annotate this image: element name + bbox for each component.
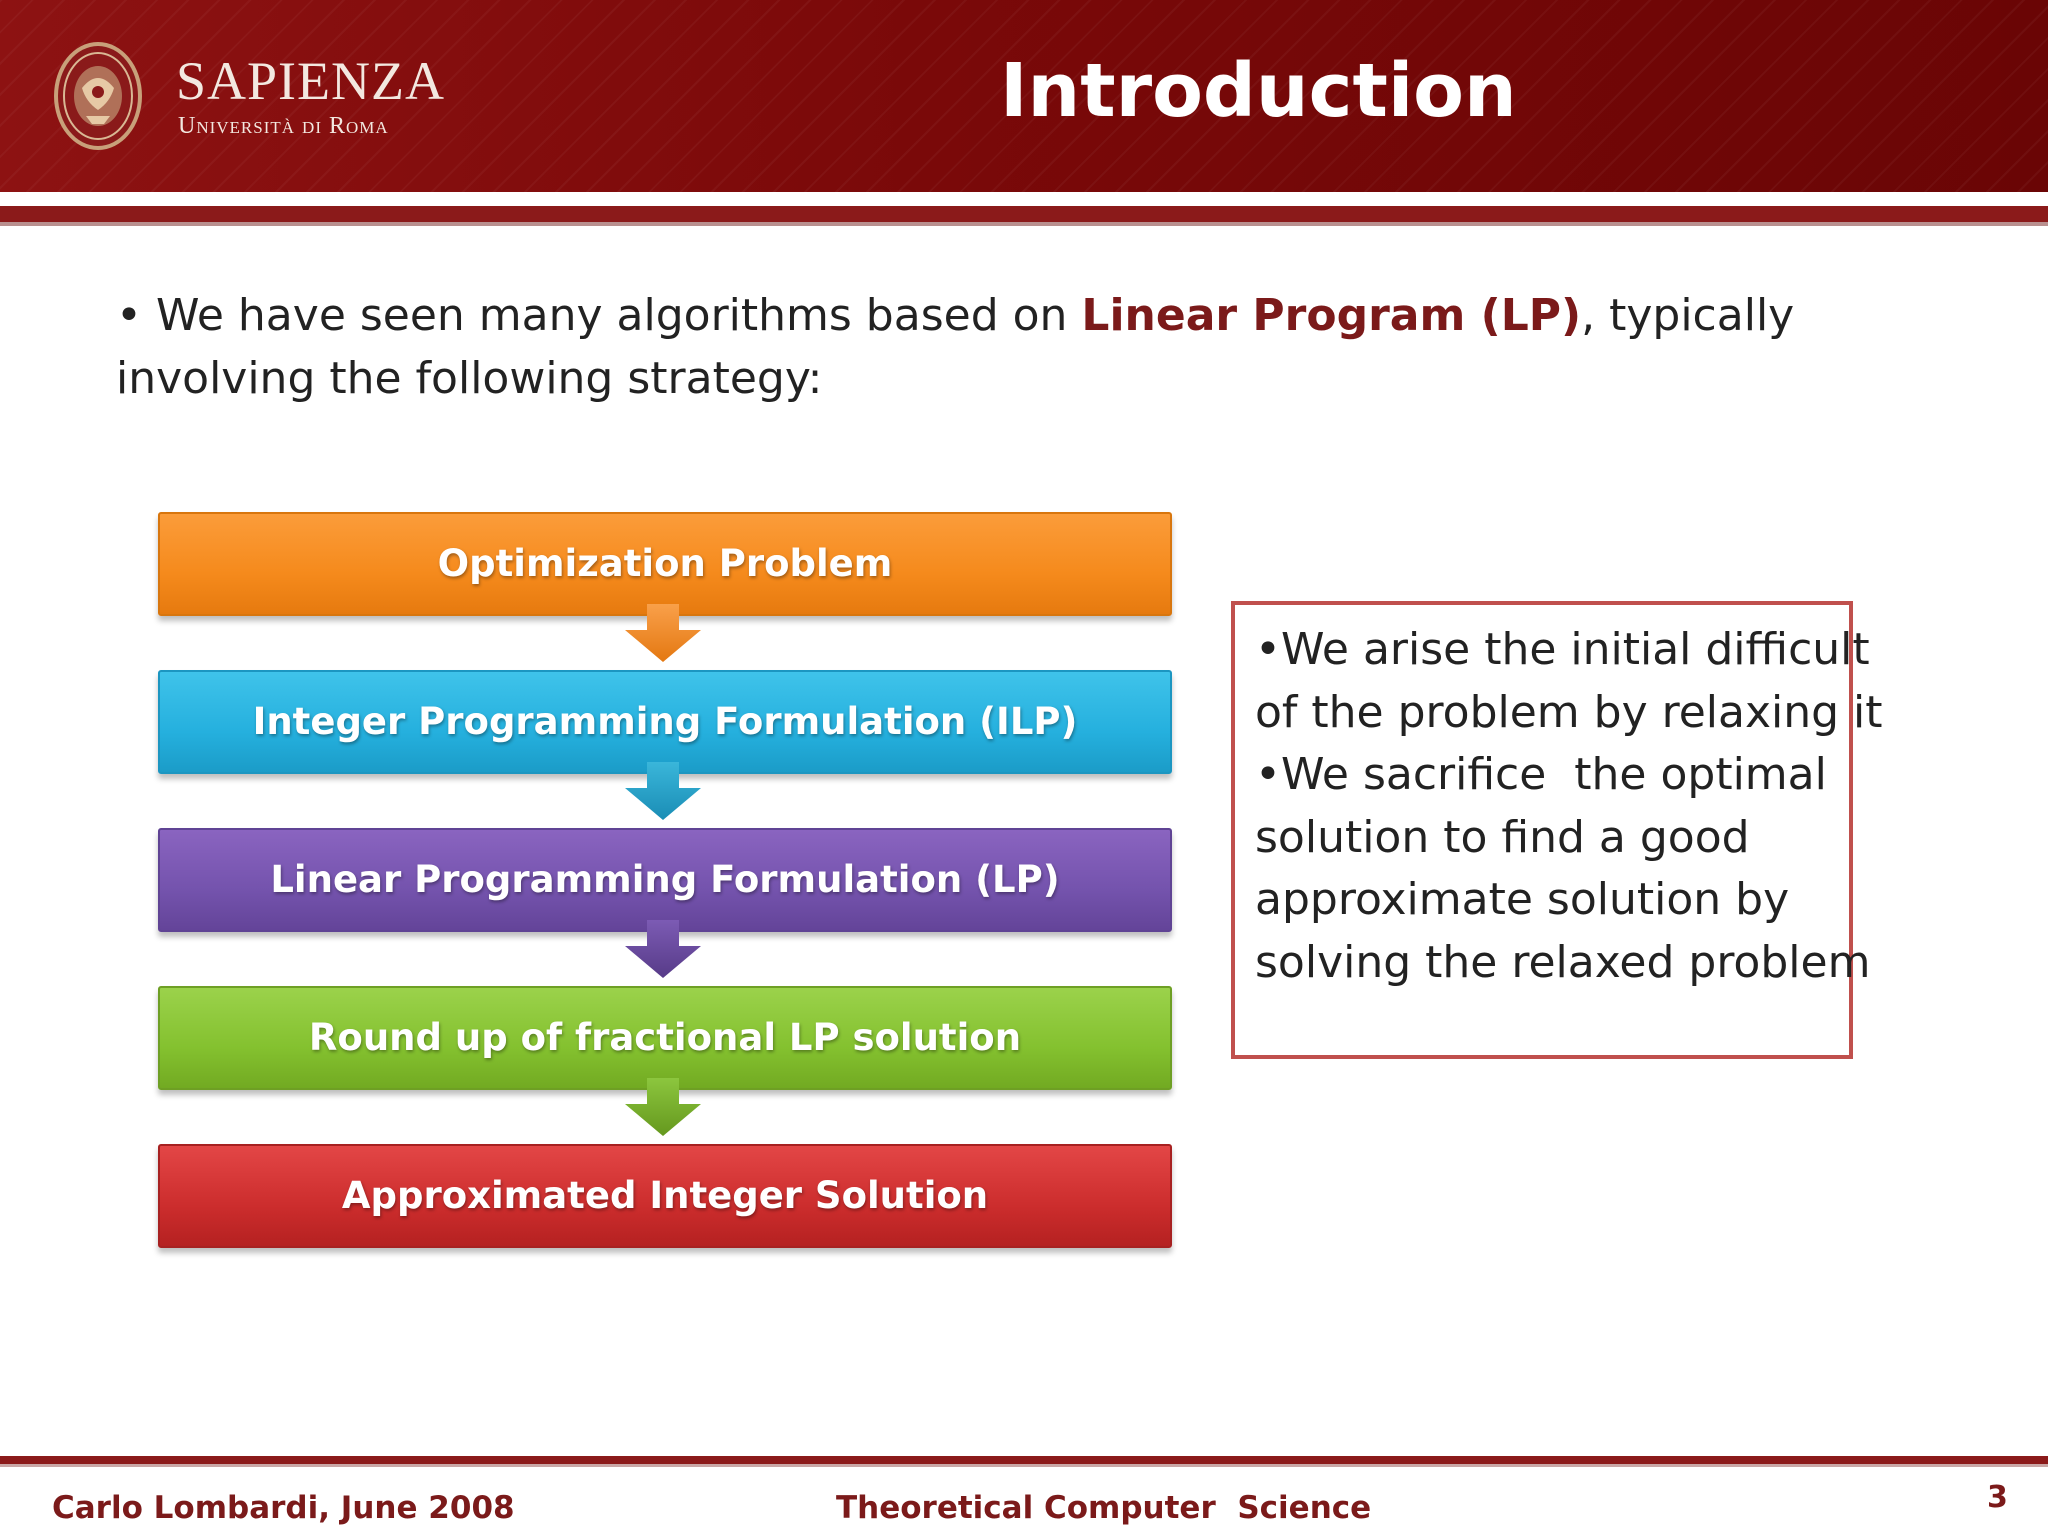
note-line: of the problem by relaxing it bbox=[1255, 686, 1883, 738]
footer-author: Carlo Lombardi, June 2008 bbox=[52, 1490, 515, 1526]
bullet: • bbox=[116, 290, 142, 341]
flow-step-lp-formulation: Linear Programming Formulation (LP) bbox=[158, 828, 1172, 932]
page-number: 3 bbox=[1987, 1480, 2008, 1515]
flow-arrow-down-icon bbox=[623, 920, 703, 980]
note-line: •We sacrifice the optimal bbox=[1255, 749, 1827, 800]
header-divider bbox=[0, 206, 2048, 222]
note-box bbox=[1231, 601, 1883, 1059]
flow-step-ilp-formulation: Integer Programming Formulation (ILP) bbox=[158, 670, 1172, 774]
flow-arrow-down-icon bbox=[623, 604, 703, 664]
footer-divider bbox=[0, 1456, 2048, 1464]
flow-step-round-up-lp-solution: Round up of fractional LP solution bbox=[158, 986, 1172, 1090]
intro-text-before: We have seen many algorithms based on bbox=[141, 290, 1082, 341]
note-line: •We arise the initial difficult bbox=[1255, 624, 1870, 675]
flow-step-approximated-integer-solution: Approximated Integer Solution bbox=[158, 1144, 1172, 1248]
sapienza-seal-logo bbox=[52, 40, 144, 152]
flow-step-optimization-problem: Optimization Problem bbox=[158, 512, 1172, 616]
footer-divider-shadow bbox=[0, 1464, 2048, 1467]
intro-text-after: , typically involving the following strategy: bbox=[116, 290, 1795, 404]
header-divider-shadow bbox=[0, 222, 2048, 226]
intro-paragraph bbox=[116, 284, 1966, 410]
university-name: SAPIENZA bbox=[176, 51, 446, 111]
slide-header bbox=[0, 0, 2048, 192]
flow-arrow-down-icon bbox=[623, 1078, 703, 1138]
flow-arrow-down-icon bbox=[623, 762, 703, 822]
intro-highlight: Linear Program (LP) bbox=[1081, 290, 1582, 341]
note-line: solution to find a good bbox=[1255, 811, 1750, 863]
slide-title: Introduction bbox=[1000, 48, 1517, 134]
note-line: approximate solution by bbox=[1255, 874, 1790, 925]
header-gap bbox=[0, 192, 2048, 206]
footer-course: Theoretical Computer Science bbox=[836, 1490, 1372, 1526]
university-subtitle: Università di Roma bbox=[178, 113, 389, 139]
note-line: solving the relaxed problem bbox=[1255, 936, 1871, 988]
